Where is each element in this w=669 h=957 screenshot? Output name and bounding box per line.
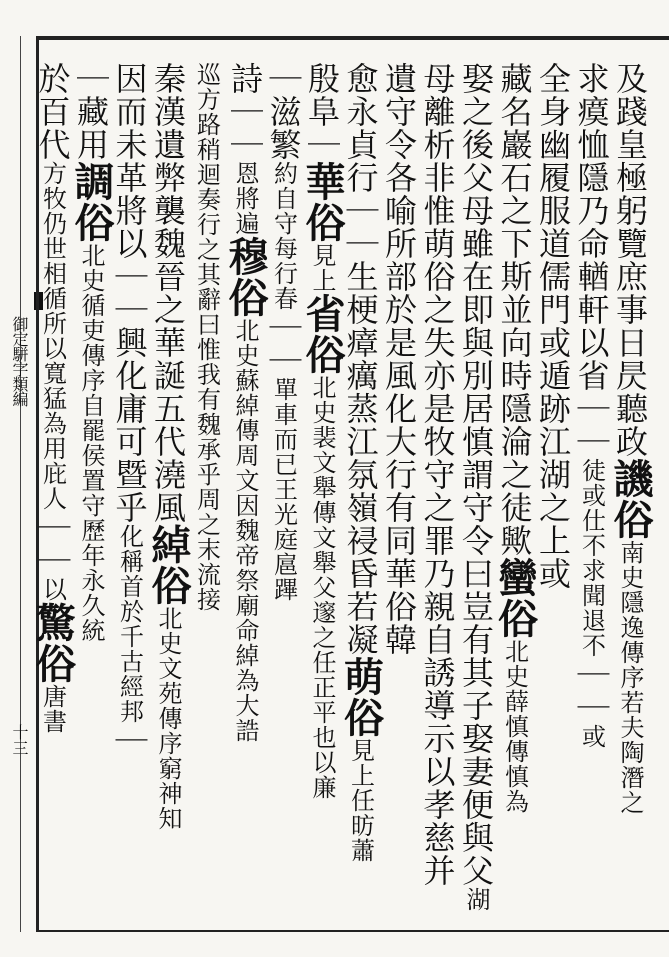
annotation-text: 湖 [462,887,490,912]
body-text: ｜ [264,62,303,95]
body-text: ｜｜ [226,95,264,161]
body-text: ｜｜ [572,658,611,724]
annotation-text: 見上 [308,243,336,293]
text-column [27,62,79,922]
body-text: 韓 [380,623,418,656]
annotation-text: 見上任昉蕭 [346,738,375,863]
body-text: 生梗瘴癘蒸江氛嶺祲昏若凝 [341,260,380,656]
annotation-text: 奏行之其辭曰惟我有魏承乎周之末流接 [192,187,221,612]
frame-bottom-border [36,930,669,932]
annotation-text: 北史薛慎傳慎為 [500,639,529,814]
body-text: 求瘼恤隱乃命輶軒以省 [572,62,611,392]
body-text: ｜｜ [572,392,611,458]
entry-heading: 蠻俗 [491,557,539,639]
body-text: 及踐皇極躬覽庶事日昃聽政 [611,62,649,458]
body-text: 興化庸可暨乎 [110,326,149,524]
body-text: 愈永貞行 [341,62,380,194]
body-text: 母離析非惟萌俗之失亦是牧守之罪乃親自誘導示以孝慈并 [418,62,457,887]
body-text: ｜ [303,128,341,161]
body-text: ｜｜ [264,311,303,377]
entry-heading: 華俗 [299,161,346,243]
entry-heading: 省俗 [299,293,346,375]
body-text: ｜｜ [110,260,149,326]
entry-heading: 驚俗 [29,602,77,684]
body-text: 於百代 [33,62,72,161]
annotation-text: 唐書 [38,684,67,734]
annotation-text: 北史裴文舉傳文舉父邃之任正平也以廉 [308,375,336,800]
annotation-text: 北史循吏傳序自罷侯置守歷年永久統 [77,243,105,643]
body-text: 娶之後父母雖在即與別居慎謂守令曰豈有其子娶妻便與父 [457,62,495,887]
entry-heading: 譏俗 [607,458,654,540]
body-text: 秦漢遺弊襲魏晉之華誕五代澆風 [149,62,187,524]
body-text: ｜｜ [341,194,380,260]
annotation-text: 北史文苑傳序窮神知 [154,606,182,831]
page-number: 十三 [10,724,29,756]
annotation-text: 或 [577,724,606,749]
annotation-text: 化稱首於千古經邦 [115,524,144,724]
annotation-text: 北史蘇綽傳周文因魏帝祭廟命綽為大誥 [231,318,259,743]
book-title: 御定駢字類編 [10,316,29,406]
body-text: 詩 [226,62,264,95]
body-text: ｜ [110,724,149,757]
body-text: 遺守令各喻所部於是風化大行有同華俗 [380,62,418,623]
body-text: 全身幽履服道儒門或遁跡江湖之上或 [534,62,572,590]
entry-heading: 綽俗 [145,524,192,606]
annotation-text: 單車而已王光庭扈蹕 [269,377,298,602]
entry-heading: 調俗 [68,161,115,243]
annotation-text: 方牧仍世相循所以寬猛為用庇人 [38,161,67,511]
frame-top-border [36,36,669,40]
annotation-text: 徒或仕不求聞退不 [577,458,606,658]
body-text: 滋繁 [264,95,303,161]
entry-heading: 穆俗 [222,236,269,318]
body-text: 藏用 [72,95,110,161]
body-text: 藏名巖石之下斯並向時隱淪之徒歟 [495,62,534,557]
annotation-text: 以 [38,577,67,602]
annotation-text: 約自守每行春 [269,161,298,311]
entry-heading: 萌俗 [337,656,385,738]
body-text: 因而未革將以 [110,62,149,260]
body-text: ｜ [72,62,110,95]
annotation-text: 巡方路稍迴 [192,62,221,187]
annotation-text: 南史隱逸傳序若夫陶潛之 [616,540,644,815]
fold-line [20,36,21,932]
body-text: 殷阜 [303,62,341,128]
body-text: ｜｜ [33,511,72,577]
annotation-text: 恩將遍 [231,161,259,236]
